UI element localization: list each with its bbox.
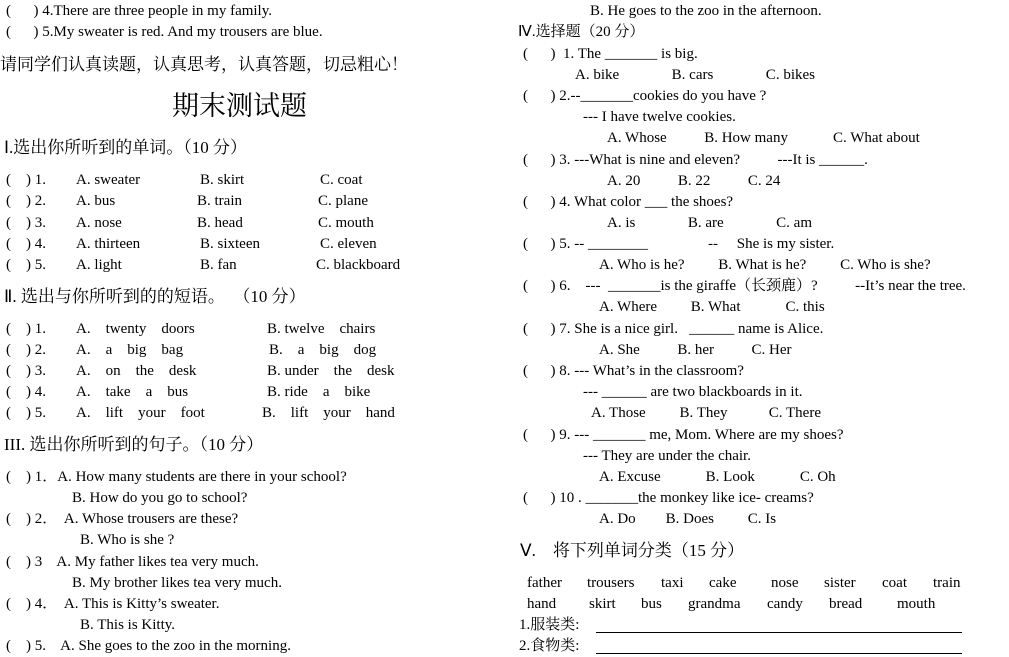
- question-line: ( ) 3. ---What is nine and eleven? ---It is ______.: [523, 152, 868, 168]
- word: mouth: [897, 596, 936, 612]
- sentence-option-a: ( ) 3 A. My father likes tea very much.: [6, 554, 259, 570]
- word: cake: [709, 575, 737, 591]
- item-4-statement: ( ) 4.There are three people in my family.: [6, 3, 273, 19]
- word: grandma: [688, 596, 741, 612]
- question-line: ( ) 1. The _______ is big.: [523, 46, 698, 62]
- question-line: ( ) 4. What color ___ the shoes?: [523, 194, 734, 210]
- option-b: B. a big dog: [269, 342, 377, 358]
- option-b: B. fan: [200, 257, 237, 273]
- word: sister: [824, 575, 856, 591]
- sentence-option-a: ( ) 5. A. She goes to the zoo in the morning.: [6, 638, 291, 654]
- options-line: A. Where B. What C. this: [599, 299, 825, 315]
- option-a: A. on the desk: [76, 363, 197, 379]
- word: coat: [882, 575, 907, 591]
- question-line: ( ) 5. -- ________ -- She is my sister.: [523, 236, 835, 252]
- category-food-label: 2.食物类:: [519, 638, 580, 654]
- notice: 请同学们认真读题，认真思考，认真答题，切忌粗心！: [0, 55, 408, 74]
- options-line: A. Excuse B. Look C. Oh: [599, 469, 836, 485]
- options-line: A. Whose B. How many C. What about: [607, 130, 920, 146]
- word: trousers: [587, 575, 635, 591]
- options-line: A. Those B. They C. There: [591, 405, 821, 421]
- option-c: C. plane: [318, 193, 368, 209]
- word: bus: [641, 596, 662, 612]
- option-b: B. lift your hand: [262, 405, 395, 421]
- item-5-statement: ( ) 5.My sweater is red. And my trousers are blue.: [6, 24, 323, 40]
- answer-line: --- I have twelve cookies.: [583, 109, 736, 125]
- word: bread: [829, 596, 863, 612]
- question-number: ( ) 1.: [6, 321, 46, 337]
- section-1-heading: Ⅰ.选出你所听到的单词。（10 分）: [4, 138, 248, 157]
- options-line: A. She B. her C. Her: [599, 342, 792, 358]
- word: skirt: [589, 596, 616, 612]
- option-a: A. bus: [76, 193, 116, 209]
- word: candy: [767, 596, 803, 612]
- section-4-heading: Ⅳ.选择题（20 分）: [518, 24, 645, 40]
- page-title: 期末测试题: [172, 91, 307, 121]
- options-line: A. Do B. Does C. Is: [599, 511, 777, 527]
- answer-line: --- ______ are two blackboards in it.: [583, 384, 803, 400]
- sentence-option-b: B. This is Kitty.: [80, 617, 176, 633]
- options-line: A. bike B. cars C. bikes: [575, 67, 815, 83]
- word: nose: [771, 575, 799, 591]
- option-b: B. twelve chairs: [267, 321, 376, 337]
- question-line: ( ) 10 . _______the monkey like ice- creams?: [523, 490, 814, 506]
- option-a: A. twenty doors: [76, 321, 195, 337]
- question-number: ( ) 4.: [6, 384, 46, 400]
- option-a: A. lift your foot: [76, 405, 205, 421]
- question-number: ( ) 4.: [6, 236, 46, 252]
- option-a: A. light: [76, 257, 122, 273]
- options-line: A. is B. are C. am: [607, 215, 812, 231]
- question-number: ( ) 3.: [6, 215, 46, 231]
- sentence-option-a: ( ) 4． A. This is Kitty’s sweater.: [6, 596, 220, 612]
- options-line: A. 20 B. 22 C. 24: [607, 173, 781, 189]
- category-clothes-label: 1.服装类:: [519, 617, 580, 633]
- sentence-option-b: B. How do you go to school?: [72, 490, 248, 506]
- option-b: B. ride a bike: [267, 384, 371, 400]
- question-line: ( ) 6. --- _______is the giraffe（长颈鹿）? --It’s near the tree.: [523, 278, 966, 294]
- question-number: ( ) 5.: [6, 257, 46, 273]
- option-b: B. sixteen: [200, 236, 260, 252]
- option-b: B. head: [197, 215, 243, 231]
- question-line: ( ) 2.--_______cookies do you have ?: [523, 88, 767, 104]
- sentence-option-b: B. My brother likes tea very much.: [72, 575, 282, 591]
- option-c: C. coat: [320, 172, 363, 188]
- option-c: C. blackboard: [316, 257, 401, 273]
- option-c: C. eleven: [320, 236, 377, 252]
- option-a: A. sweater: [76, 172, 141, 188]
- option-a: A. thirteen: [76, 236, 141, 252]
- sentence-option-a: ( ) 1．A. How many students are there in your school?: [6, 469, 347, 485]
- section-3-heading: III. 选出你所听到的句子。（10 分）: [4, 435, 264, 454]
- option-a: A. nose: [76, 215, 122, 231]
- word: taxi: [661, 575, 684, 591]
- word: train: [933, 575, 961, 591]
- category-clothes-answer-line: [596, 632, 962, 633]
- option-b: B. train: [197, 193, 242, 209]
- word: father: [527, 575, 562, 591]
- question-number: ( ) 5.: [6, 405, 46, 421]
- question-number: ( ) 1.: [6, 172, 46, 188]
- section-5-heading: Ⅴ. 将下列单词分类（15 分）: [520, 541, 745, 560]
- option-a: A. take a bus: [76, 384, 189, 400]
- section-2-heading: Ⅱ. 选出与你所听到的的短语。 （10 分）: [4, 287, 306, 306]
- item-5-option-b: B. He goes to the zoo in the afternoon.: [590, 3, 822, 19]
- option-c: C. mouth: [318, 215, 374, 231]
- question-number: ( ) 2.: [6, 342, 46, 358]
- options-line: A. Who is he? B. What is he? C. Who is she?: [599, 257, 931, 273]
- answer-line: --- They are under the chair.: [583, 448, 751, 464]
- sentence-option-b: B. Who is she ?: [80, 532, 175, 548]
- question-number: ( ) 3.: [6, 363, 46, 379]
- option-b: B. skirt: [200, 172, 245, 188]
- option-b: B. under the desk: [267, 363, 395, 379]
- word: hand: [527, 596, 557, 612]
- option-a: A. a big bag: [76, 342, 184, 358]
- question-number: ( ) 2.: [6, 193, 46, 209]
- category-food-answer-line: [596, 653, 962, 654]
- sentence-option-a: ( ) 2． A. Whose trousers are these?: [6, 511, 239, 527]
- question-line: ( ) 8. --- What’s in the classroom?: [523, 363, 744, 379]
- question-line: ( ) 9. --- _______ me, Mom. Where are my shoes?: [523, 427, 844, 443]
- question-line: ( ) 7. She is a nice girl. ______ name is Alice.: [523, 321, 824, 337]
